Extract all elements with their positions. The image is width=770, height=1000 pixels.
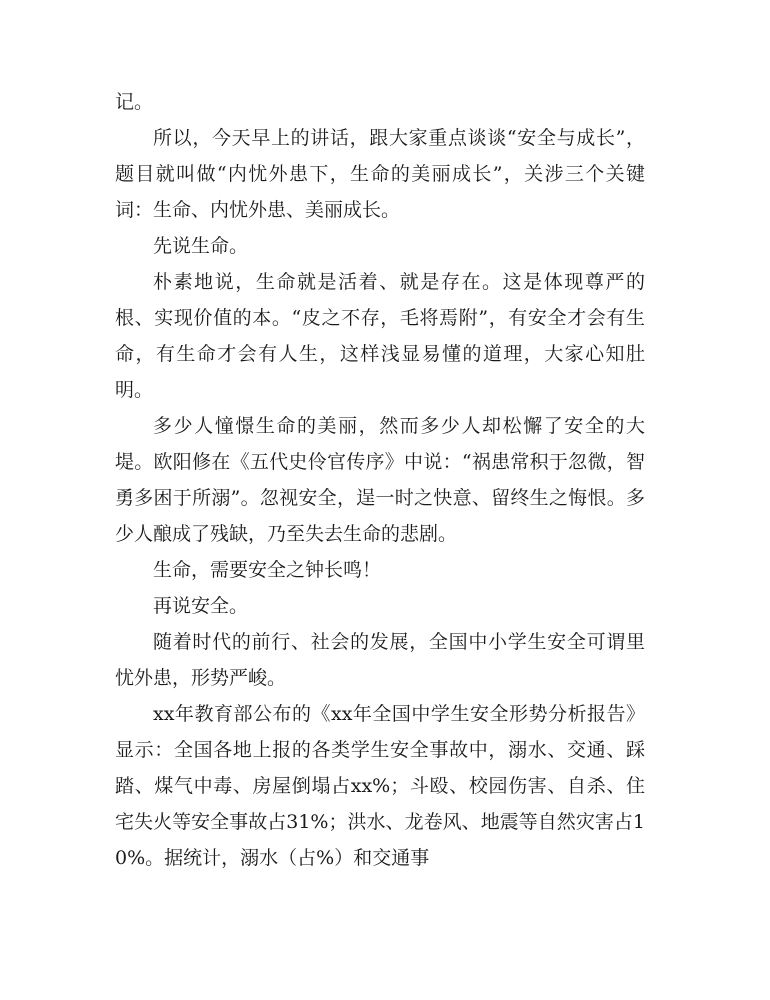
document-page [115, 84, 645, 876]
paragraph-life-meaning: 朴素地说，生命就是活着、就是存在。这是体现尊严的根、实现价值的本。“皮之不存，毛将焉附”，有安全才会有生命，有生命才会有人生，这样浅显易懂的道理，大家心知肚明。 [115, 271, 645, 401]
paragraph-speech-topic: 所以，今天早上的讲话，跟大家重点谈谈“安全与成长”，题目就叫做“内忧外患下，生命的美丽成长”，关涉三个关键词：生命、内忧外患、美丽成长。 [115, 127, 645, 221]
paragraph-safety-situation: 随着时代的前行、社会的发展，全国中小学生安全可谓里忧外患，形势严峻。 [115, 631, 645, 689]
paragraph-section-safety: 再说安全。 [153, 595, 249, 617]
paragraph-safety-report: xx年教育部公布的《xx年全国中学生安全形势分析报告》显示：全国各地上报的各类学生安全事故中，溺水、交通、踩踏、煤气中毒、房屋倒塌占xx%；斗殴、校园伤害、自杀、住宅失火等安全事故占31%；洪水、龙卷风、地震等自然灾害占10%。据统计，溺水（占%）和交通事 [115, 703, 645, 869]
paragraph-life-alarm: 生命，需要安全之钟长鸣！ [153, 559, 382, 581]
paragraph-life-beauty: 多少人憧憬生命的美丽，然而多少人却松懈了安全的大堤。欧阳修在《五代史伶官传序》中说：“祸患常积于忽微，智勇多困于所溺”。忽视安全，逞一时之快意、留终生之悔恨。多少人酿成了残缺，乃至失去生命的悲剧。 [115, 415, 645, 545]
paragraph-continuation: 记。 [115, 91, 154, 113]
paragraph-section-life: 先说生命。 [153, 235, 249, 257]
